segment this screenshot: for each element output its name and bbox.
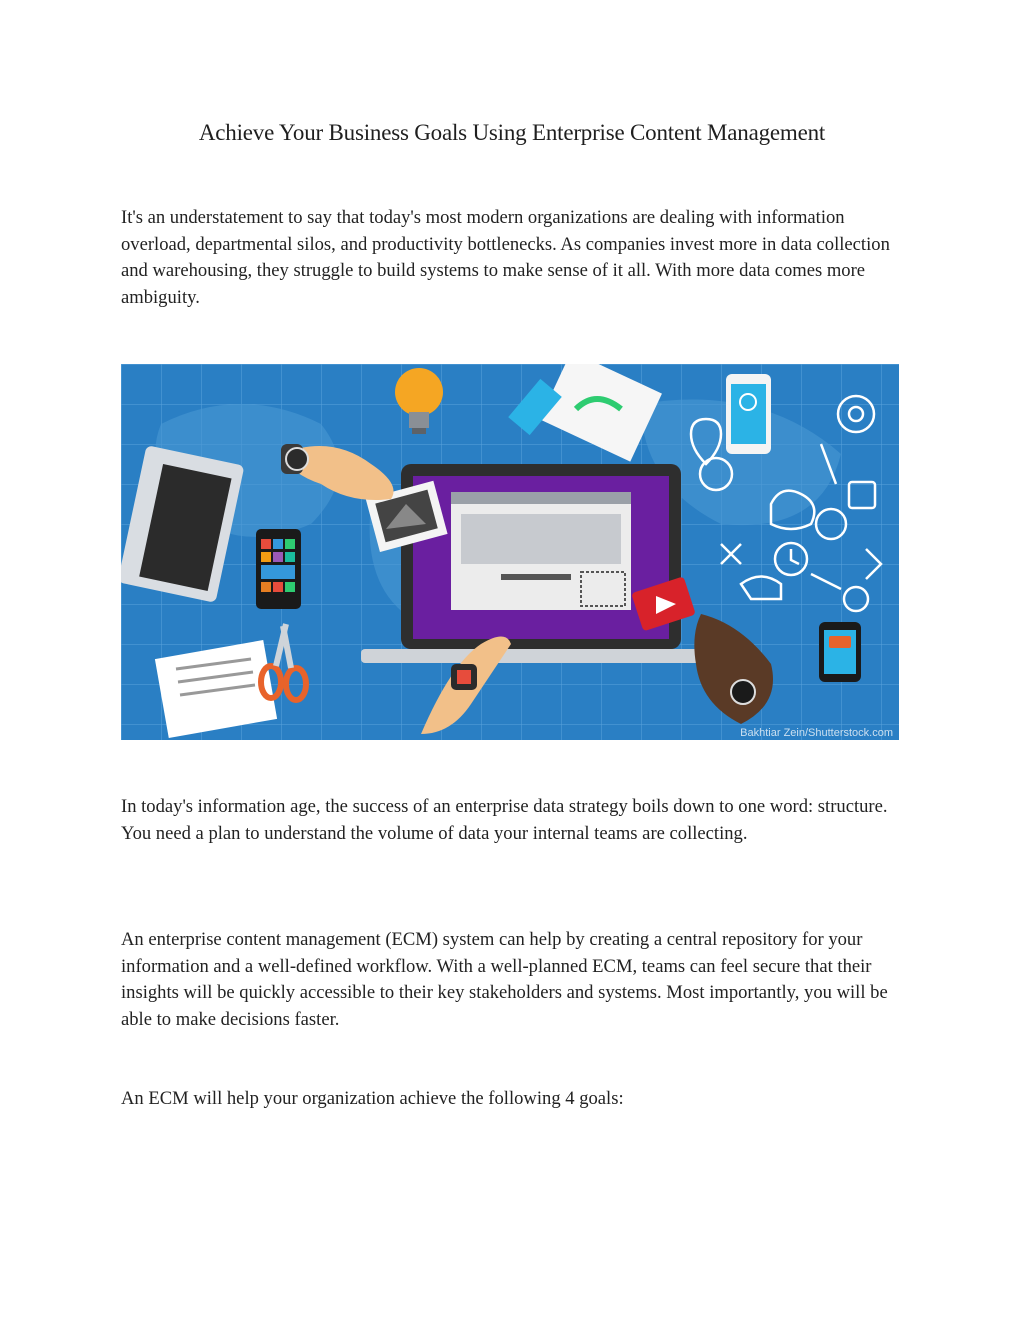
small-phone-icon [819,622,861,682]
ecm-illustration [121,364,899,740]
phone-icon [256,529,301,609]
paragraph-ecm-system: An enterprise content management (ECM) system can help by creating a central repository for your information and a well-defined workflow. With a well-planned ECM, teams can feel secure that their insights will be quickly accessible to their key stakeholders and systems. Most importantly, you will be able to make decisions faster. [121,929,888,1030]
paragraph-structure: In today's information age, the success of an enterprise data strategy boils down to one word: structure. You need a plan to understand the volume of data your internal teams are collecting. [121,796,888,844]
image-credit: Bakhtiar Zein/Shutterstock.com [740,727,893,739]
right-phone-icon [726,374,771,454]
paragraph-goals-intro: An ECM will help your organization achieve the following 4 goals: [121,1088,624,1109]
paragraph-intro: It's an understatement to say that today's most modern organizations are dealing with information overload, departmental silos, and productivity bottlenecks. As companies invest more in data collection and warehousing, they struggle to build systems to make sense of it all. With more data comes more ambiguity. [121,207,890,308]
illustration-svg [121,364,899,740]
document-title: Achieve Your Business Goals Using Enterprise Content Management [198,120,826,145]
